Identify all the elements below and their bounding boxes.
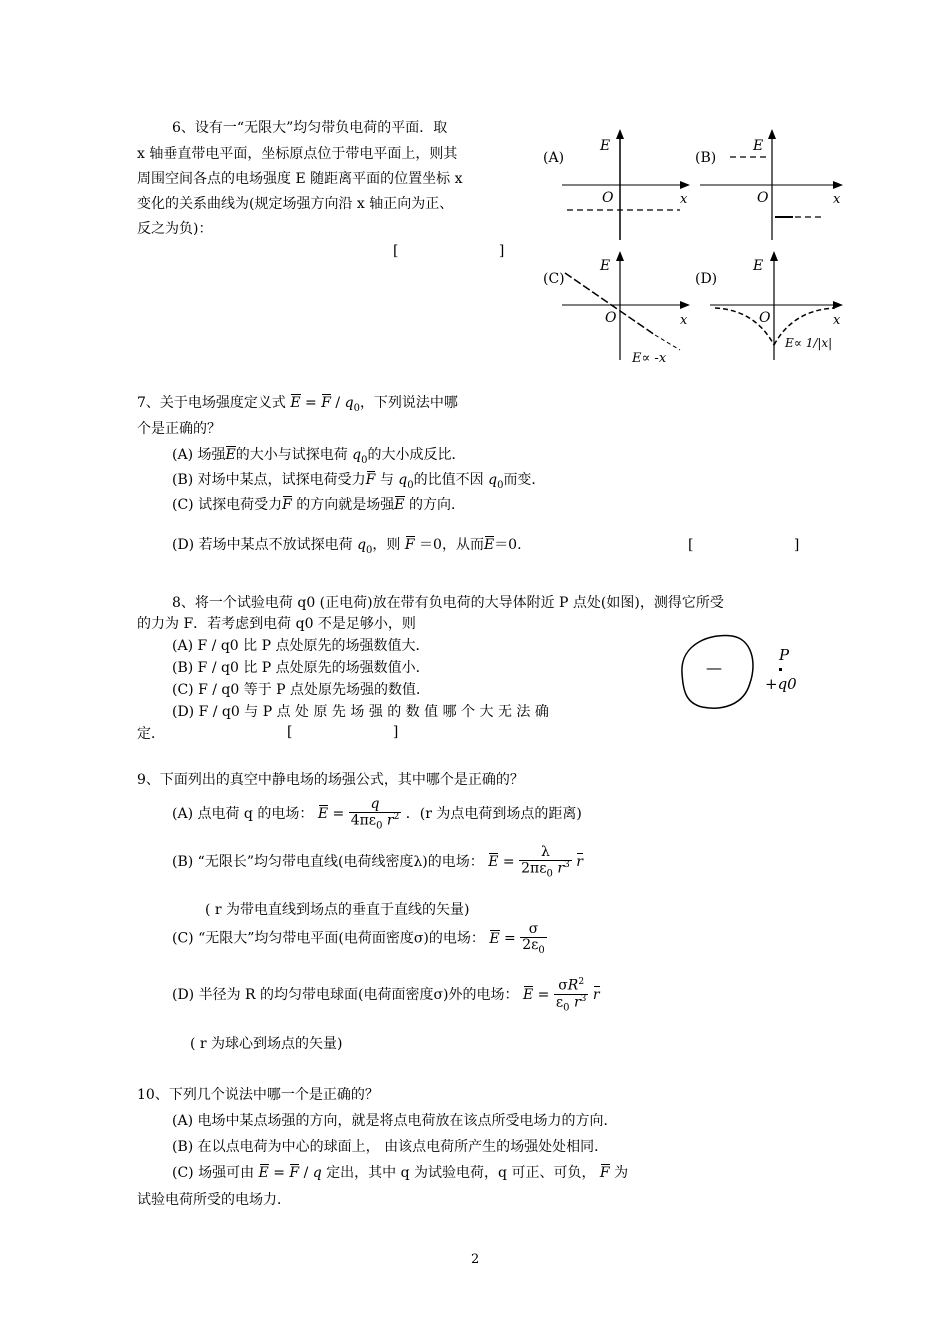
svg-text:O: O <box>757 190 769 206</box>
q8-option-d: (D) F / q0 与 P 点 处 原 先 场 强 的 数 值 哪 个 大 无 法 确 <box>172 704 549 720</box>
q10-intro: 10、下列几个说法中哪一个是正确的？ <box>137 1087 379 1103</box>
q7-intro: 7、关于电场强度定义式 $E = F / q_0$，下列说法中哪 <box>137 395 458 414</box>
q9-option-c: (C) “无限大”均匀带电平面(电荷面密度σ)的电场： E = $\frac{\sigma}{2\varepsilon_0}$ <box>172 921 545 957</box>
q8-conductor-figure <box>672 633 822 723</box>
graph-b <box>695 129 843 240</box>
graph-c-note: E∝ -x <box>632 351 667 366</box>
conductor-charge-label: — <box>706 658 722 677</box>
q9-option-a: (A) 点电荷 q 的电场： E = $\frac{q}{4\pi\varepsilon_0 r^2}$ ．(r 为点电荷到场点的距离) <box>172 796 582 833</box>
svg-text:E: E <box>600 138 611 154</box>
svg-text:E: E <box>753 258 764 274</box>
q9-option-d-note: ( r 为球心到场点的矢量) <box>190 1036 343 1052</box>
q6-line1: 6、设有一“无限大”均匀带负电荷的平面．取 <box>172 120 448 136</box>
graph-a-label: (A) <box>543 150 565 166</box>
q6-line2: x 轴垂直带电平面，坐标原点位于带电平面上，则其 <box>137 146 458 162</box>
q9-option-d: (D) 半径为 R 的均匀带电球面(电荷面密度σ)外的电场： E = $\frac{\sigma R^2}{\varepsilon_0 r^3}$ r <box>172 977 600 1014</box>
q9-intro: 9、下面列出的真空中静电场的场强公式，其中哪个是正确的？ <box>137 772 524 788</box>
svg-text:O: O <box>759 310 771 326</box>
q8-option-b: (B) F / q0 比 P 点处原先的场强数值小． <box>172 660 430 676</box>
q6-answer-bracket: [ ] <box>393 243 553 259</box>
svg-text:x: x <box>833 192 841 207</box>
q8-line2: 的力为 F．若考虑到电荷 q0 不是足够小，则 <box>137 616 416 632</box>
q10-option-c: (C) 场强可由 E = F / q 定出，其中 q 为试验电荷，q 可正、可负， F 为 <box>172 1165 629 1181</box>
svg-text:x: x <box>833 313 841 328</box>
graph-a <box>543 129 690 240</box>
svg-text:E: E <box>753 138 764 154</box>
q6-line3: 周围空间各点的电场强度 E 随距离平面的位置坐标 x <box>137 171 463 187</box>
graph-d <box>695 251 843 360</box>
point-p-label: P <box>779 646 790 664</box>
graph-c-label: (C) <box>543 271 565 287</box>
svg-text:O: O <box>605 310 617 326</box>
q10-option-b: (B) 在以点电荷为中心的球面上， 由该点电荷所产生的场强处处相同． <box>172 1139 609 1155</box>
test-charge-label: +q0 <box>765 675 797 693</box>
q6-graphs <box>535 125 865 385</box>
graph-c <box>543 251 690 366</box>
q8-option-c: (C) F / q0 等于 P 点处原先场强的数值． <box>172 682 431 698</box>
graph-d-label: (D) <box>695 271 718 287</box>
q8-option-a: (A) F / q0 比 P 点处原先的场强数值大． <box>172 638 430 654</box>
svg-text:O: O <box>602 190 614 206</box>
q8-option-d-cont: 定． <box>137 726 165 742</box>
q8-line1: 8、将一个试验电荷 q0 (正电荷)放在带有负电荷的大导体附近 P 点处(如图)，测得它所受 <box>172 595 724 611</box>
q10-option-c-cont: 试验电荷所受的电场力． <box>137 1192 291 1208</box>
page-number: 2 <box>471 1252 480 1267</box>
q8-answer-bracket: [ ] <box>287 724 447 740</box>
q7-option-b: (B) 对场中某点，试探电荷受力F 与 $q_0$的比值不因 $q_0$而变． <box>172 472 546 491</box>
point-p-dot <box>779 668 782 671</box>
q10-option-a: (A) 电场中某点场强的方向，就是将点电荷放在该点所受电场力的方向． <box>172 1113 618 1129</box>
q7-option-d: (D) 若场中某点不放试探电荷 $q_0$，则 F ＝0，从而E＝0. <box>172 537 522 556</box>
q7-answer-bracket: [ ] <box>688 537 848 553</box>
svg-text:x: x <box>680 313 688 328</box>
q7-option-a: (A) 场强E的大小与试探电荷 $q_0$的大小成反比． <box>172 447 466 466</box>
q7-line2: 个是正确的？ <box>137 421 221 437</box>
svg-text:E: E <box>600 258 611 274</box>
q7-option-c: (C) 试探电荷受力F 的方向就是场强E 的方向． <box>172 497 465 513</box>
q6-line4: 变化的关系曲线为(规定场强方向沿 x 轴正向为正、 <box>137 196 454 212</box>
q9-option-b: (B) “无限长”均匀带电直线(电荷线密度λ)的电场： E = $\frac{\lambda}{2\pi\varepsilon_0 r^3}$ r <box>172 844 583 881</box>
q9-option-b-note: ( r 为带电直线到场点的垂直于直线的矢量) <box>205 902 470 918</box>
graph-b-label: (B) <box>695 150 717 166</box>
graph-d-note: E∝ 1/|x| <box>785 336 833 350</box>
svg-text:x: x <box>680 192 688 207</box>
q6-line5: 反之为负)： <box>137 221 213 237</box>
